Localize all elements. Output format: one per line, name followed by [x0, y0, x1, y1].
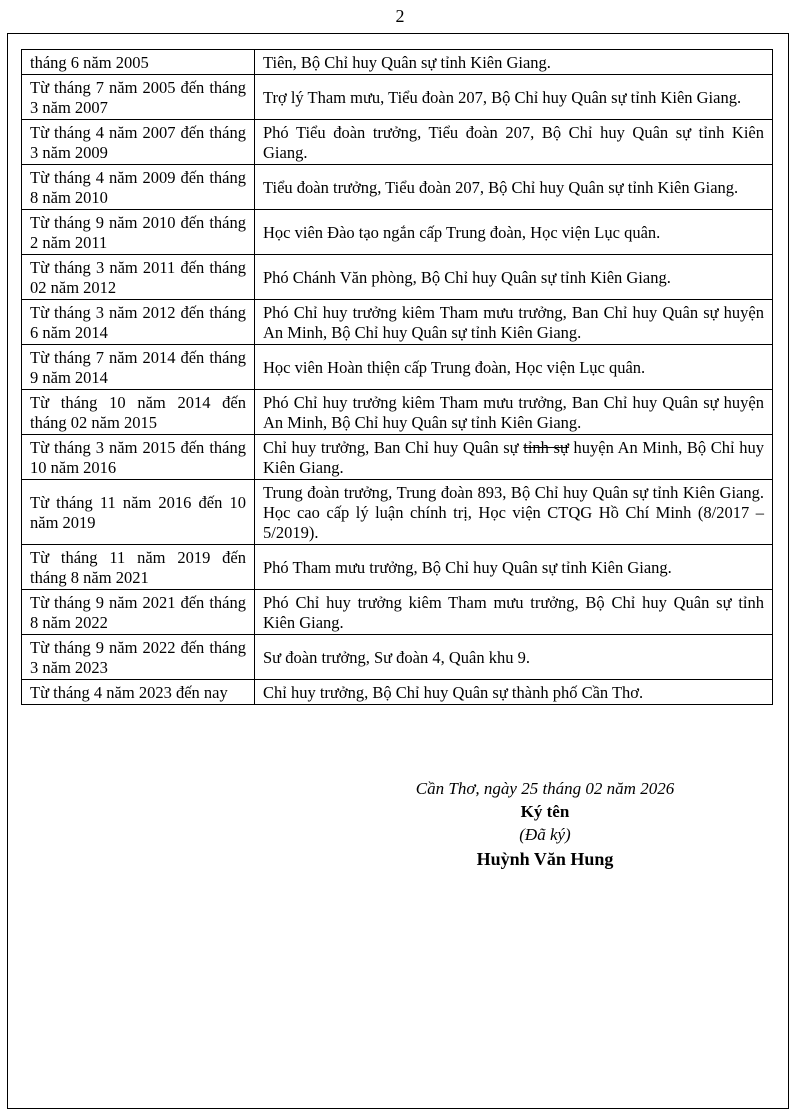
table-row — [22, 480, 773, 545]
table-row — [22, 590, 773, 635]
table-row — [22, 390, 773, 435]
period-cell: Từ tháng 11 năm 2019 đến tháng 8 năm 2021 — [22, 545, 255, 590]
signer-name: Huỳnh Văn Hung — [476, 849, 614, 869]
table-row — [22, 300, 773, 345]
position-cell: Sư đoàn trưởng, Sư đoàn 4, Quân khu 9. — [255, 635, 773, 680]
position-cell — [255, 435, 773, 480]
place-date: Cần Thơ, ngày 25 tháng 02 năm 2026 — [415, 779, 675, 798]
position-cell: Phó Chỉ huy trưởng kiêm Tham mưu trưởng, Ban Chỉ huy Quân sự huyện An Minh, Bộ Chỉ huy Quân sự tỉnh Kiên Giang. — [255, 390, 773, 435]
position-cell: Phó Tiểu đoàn trưởng, Tiểu đoàn 207, Bộ Chỉ huy Quân sự tỉnh Kiên Giang. — [255, 120, 773, 165]
period-cell: Từ tháng 9 năm 2010 đến tháng 2 năm 2011 — [22, 210, 255, 255]
table-row — [22, 210, 773, 255]
period-cell: Từ tháng 4 năm 2007 đến tháng 3 năm 2009 — [22, 120, 255, 165]
period-cell: Từ tháng 11 năm 2016 đến 10 năm 2019 — [22, 480, 255, 545]
period-cell: Từ tháng 4 năm 2023 đến nay — [22, 680, 255, 705]
period-cell: Từ tháng 10 năm 2014 đến tháng 02 năm 2015 — [22, 390, 255, 435]
position-text: Chỉ huy trưởng, Ban Chỉ huy Quân sự — [263, 438, 524, 457]
table-row — [22, 255, 773, 300]
page-number: 2 — [395, 6, 405, 26]
table-row — [22, 50, 773, 75]
table-row — [22, 545, 773, 590]
signed-note: (Đã ký) — [519, 825, 571, 844]
period-cell: Từ tháng 9 năm 2021 đến tháng 8 năm 2022 — [22, 590, 255, 635]
sign-label: Ký tên — [520, 802, 570, 821]
position-cell: Học viên Hoàn thiện cấp Trung đoàn, Học viện Lục quân. — [255, 345, 773, 390]
table-row — [22, 75, 773, 120]
period-cell: Từ tháng 9 năm 2022 đến tháng 3 năm 2023 — [22, 635, 255, 680]
position-cell: Phó Chỉ huy trưởng kiêm Tham mưu trưởng, Ban Chỉ huy Quân sự huyện An Minh, Bộ Chỉ huy Quân sự tỉnh Kiên Giang. — [255, 300, 773, 345]
table-row — [22, 120, 773, 165]
position-cell: Phó Tham mưu trưởng, Bộ Chỉ huy Quân sự tỉnh Kiên Giang. — [255, 545, 773, 590]
period-cell: Từ tháng 3 năm 2012 đến tháng 6 năm 2014 — [22, 300, 255, 345]
signature-block — [400, 777, 690, 871]
period-cell: Từ tháng 7 năm 2014 đến tháng 9 năm 2014 — [22, 345, 255, 390]
period-cell: Từ tháng 3 năm 2015 đến tháng 10 năm 2016 — [22, 435, 255, 480]
struck-text: tỉnh sự — [523, 438, 569, 457]
period-cell: Từ tháng 4 năm 2009 đến tháng 8 năm 2010 — [22, 165, 255, 210]
position-cell: Tiên, Bộ Chỉ huy Quân sự tỉnh Kiên Giang. — [255, 50, 773, 75]
position-cell: Trung đoàn trưởng, Trung đoàn 893, Bộ Chỉ huy Quân sự tỉnh Kiên Giang. Học cao cấp lý luận chính trị, Học viện CTQG Hồ Chí Minh (8/2017 – 5/2019). — [255, 480, 773, 545]
position-text: huyện An Minh, Bộ Chỉ huy Kiên Giang. — [263, 438, 764, 477]
position-cell: Trợ lý Tham mưu, Tiểu đoàn 207, Bộ Chỉ huy Quân sự tỉnh Kiên Giang. — [255, 75, 773, 120]
position-cell: Chỉ huy trưởng, Bộ Chỉ huy Quân sự thành phố Cần Thơ. — [255, 680, 773, 705]
period-cell: tháng 6 năm 2005 — [22, 50, 255, 75]
table-row — [22, 635, 773, 680]
table-row — [22, 435, 773, 480]
table-row — [22, 345, 773, 390]
period-cell: Từ tháng 3 năm 2011 đến tháng 02 năm 2012 — [22, 255, 255, 300]
table-row — [22, 680, 773, 705]
position-cell: Phó Chỉ huy trưởng kiêm Tham mưu trưởng, Bộ Chỉ huy Quân sự tỉnh Kiên Giang. — [255, 590, 773, 635]
career-history-table — [21, 49, 773, 705]
period-cell: Từ tháng 7 năm 2005 đến tháng 3 năm 2007 — [22, 75, 255, 120]
position-cell: Tiểu đoàn trưởng, Tiểu đoàn 207, Bộ Chỉ huy Quân sự tỉnh Kiên Giang. — [255, 165, 773, 210]
position-cell: Phó Chánh Văn phòng, Bộ Chỉ huy Quân sự tỉnh Kiên Giang. — [255, 255, 773, 300]
position-cell: Học viên Đào tạo ngắn cấp Trung đoàn, Học viện Lục quân. — [255, 210, 773, 255]
table-row — [22, 165, 773, 210]
